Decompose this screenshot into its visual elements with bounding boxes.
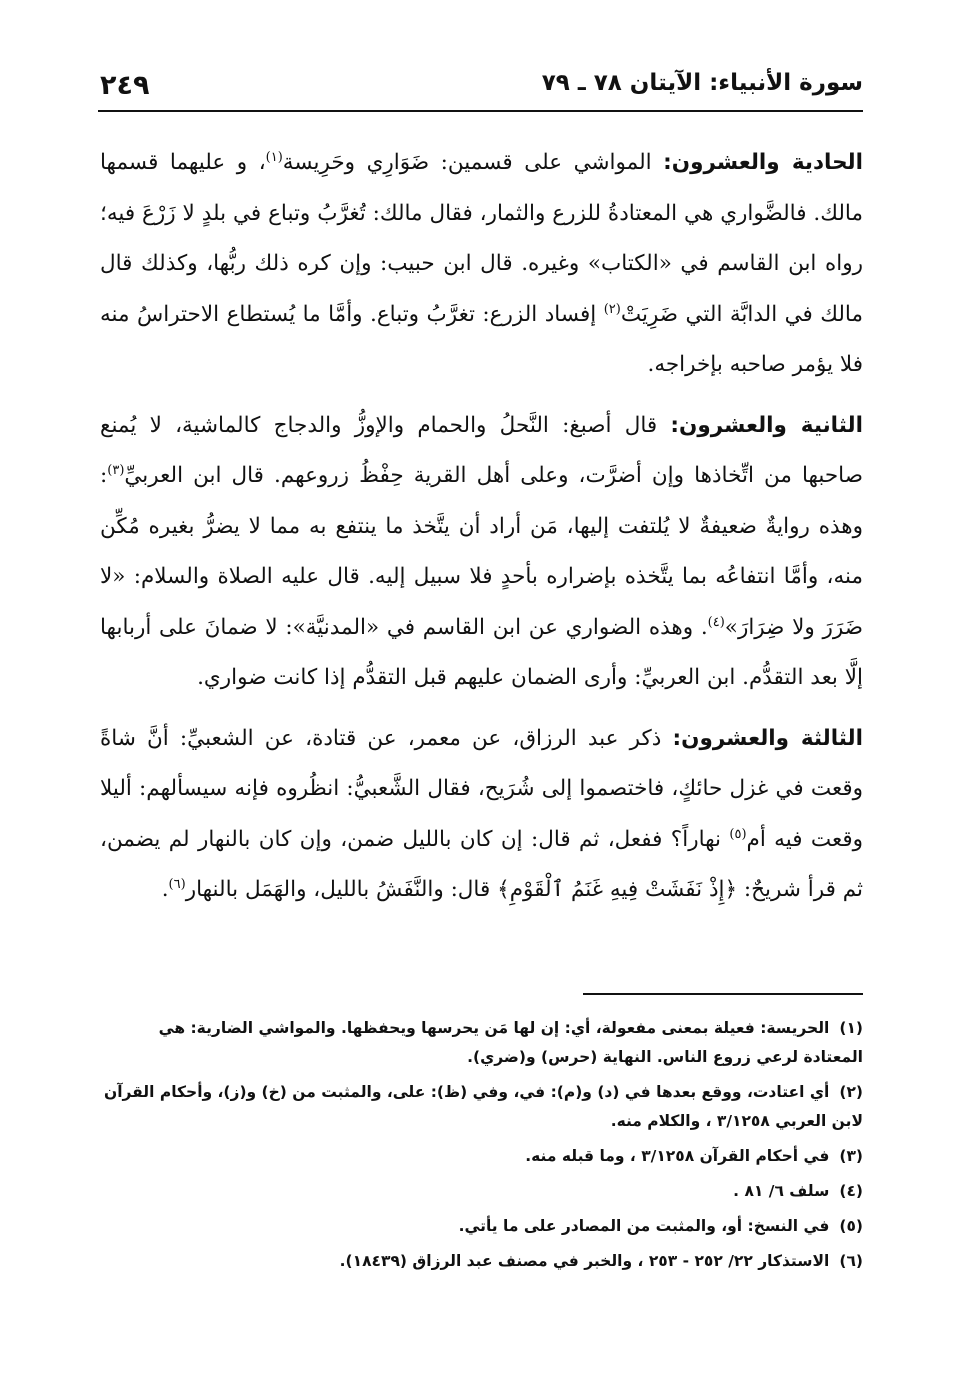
footnotes: [100, 1014, 863, 1282]
paragraph-heading: الحادية والعشرون:: [663, 150, 864, 175]
footnote-text: في النسخ: أو، والمثبت من المصادر على ما يأتي.: [458, 1217, 830, 1235]
footnote-number: (٣): [839, 1147, 863, 1165]
paragraph-text: نهاراً؟ ففعل، ثم قال: إن كان بالليل ضمن، وإن كان بالنهار لم يضمن، ثم قرأ شريحٌ: ﴿إِذْ نَفَشَتْ فِيهِ غَنَمُ ٱلْقَوْمِ﴾ قال: والنَّفَشُ بالليل، والهَمَل بالنهار: [100, 826, 863, 902]
footnote-ref: (٢): [603, 301, 621, 317]
paragraph-text: قال أصبغ: النَّحلُ والحمام والإوزُّ والدجاج كالماشية، لا يُمنع صاحبها من اتِّخاذها وإن أضرَّت، وعلى أهل القرية حِفْظُ زروعهم. قال ابن العربيِّ: [100, 412, 863, 488]
footnote-ref: (١): [265, 149, 283, 165]
footnote-5: [100, 1212, 863, 1241]
footnote-2: [100, 1078, 863, 1136]
footnote-4: [100, 1177, 863, 1206]
page-header: [98, 60, 863, 112]
paragraph-text: ، و عليهما قسمها مالك. فالضَّواري هي المعتادةُ للزرع والثمار، فقال مالك: تُغرَّبُ وتباع في بلدٍ لا زَرْعَ فيه؛ رواه ابن القاسم في «الكتاب» وغيره. قال ابن حبيب: وإن كره ذلك ربُّها، وكذلك قال مالك في الدابَّة التي ضَرِيَتْ: [100, 150, 863, 327]
paragraph-text: . وهذه الضواري عن ابن القاسم في «المدنيَّة»: لا ضمانَ على أربابها إلَّا بعد التقدُّم. ابن العربيِّ: وأرى الضمان عليهم قبل التقدُّم إذا كانت ضواري.: [100, 614, 863, 690]
footnote-3: [100, 1142, 863, 1171]
footnote-divider: [583, 993, 863, 995]
footnote-1: [100, 1014, 863, 1072]
footnote-ref: (٤): [707, 614, 725, 630]
page-number: ٢٤٩: [100, 70, 150, 101]
paragraph-text: : وهذه روايةٌ ضعيفةٌ لا يُلتفت إليها، مَن أراد أن يتَّخذ ما ينتفع به مما لا يضرُّ بغيره مُكِّن منه، وأمَّا انتفاعُه بما يتَّخذه بإضراره بأحدٍ فلا سبيل إليه. قال عليه الصلاة والسلام: «لا ضَرَرَ ولا ضِرَارَ»: [100, 463, 863, 640]
footnote-6: [100, 1247, 863, 1276]
paragraph-heading: الثالثة والعشرون:: [672, 725, 863, 751]
footnote-text: الاستذكار ٢٢/ ٢٥٢ - ٢٥٣ ، والخبر في مصنف عبد الرزاق (١٨٤٣٩).: [339, 1252, 830, 1270]
running-title: سورة الأنبياء: الآيتان ٧٨ ـ ٧٩: [541, 70, 863, 96]
paragraph-23: [100, 714, 863, 916]
paragraph-text: ذكر عبد الرزاق، عن معمر، عن قتادة، عن الشعبيِّ: أنَّ شاةً وقعت في غزل حائكٍ، فاختصموا إلى شُرَيح، فقال الشَّعبيُّ: انظُروه فإنه سيسألهم: أليلا وقعت فيه أم: [100, 725, 863, 852]
footnote-number: (١): [839, 1019, 863, 1037]
footnote-ref: (٥): [729, 826, 747, 842]
paragraph-22: [100, 401, 863, 704]
footnote-number: (٤): [839, 1182, 863, 1200]
main-text: [100, 138, 863, 926]
footnote-text: سلف ٦/ ٨١ .: [733, 1182, 830, 1200]
paragraph-text: إفساد الزرع: تغرَّبُ وتباع. وأمَّا ما يُستطاع الاحتراسُ منه فلا يؤمر صاحبه بإخراجه.: [100, 301, 863, 377]
paragraph-21: [100, 138, 863, 391]
footnote-text: الحريسة: فعيلة بمعنى مفعولة، أي: إن لها مَن يحرسها ويحفظها. والمواشي الضارية: هي المعتادة لرعي زروع الناس. النهاية (حرس) و(ضري).: [158, 1019, 863, 1066]
footnote-text: أي اعتادت، ووقع بعدها في (د) و(م): في، وفي (ظ): على، والمثبت من (خ) و(ز)، وأحكام القرآن لابن العربي ٣/١٢٥٨ ، والكلام منه.: [103, 1083, 863, 1130]
paragraph-heading: الثانية والعشرون:: [670, 412, 863, 438]
footnote-text: في أحكام القرآن ٣/١٢٥٨ ، وما قبله منه.: [525, 1147, 830, 1165]
footnote-ref: (٦): [168, 876, 186, 892]
paragraph-text: المواشي على قسمين: ضَوَارِي وحَرِيسة: [282, 150, 664, 175]
footnote-number: (٦): [839, 1252, 863, 1270]
footnote-ref: (٣): [107, 462, 125, 478]
paragraph-text: .: [161, 877, 169, 902]
footnote-number: (٥): [839, 1217, 863, 1235]
footnote-number: (٢): [839, 1083, 863, 1101]
